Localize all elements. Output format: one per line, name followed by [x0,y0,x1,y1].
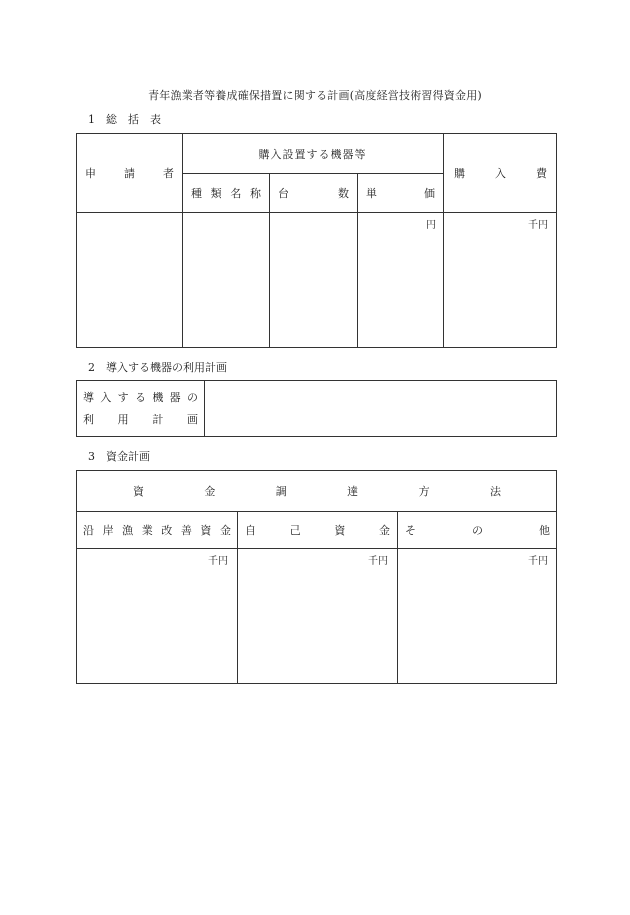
kind-name-header: 種 類 名 称 [191,187,261,200]
other-unit: 千円 [528,556,548,567]
funding-plan-table [76,470,557,684]
own-fund-header: 自 己 資 金 [245,524,390,537]
page-title: 青年漁業者等養成確保措置に関する計画(高度経営技術習得資金用) [148,89,482,102]
unit-price-header: 単 価 [366,187,435,200]
count-header: 台 数 [278,187,349,200]
coastal-fund-header: 沿 岸 漁 業 改 善 資 金 [83,524,231,537]
summary-table [76,133,557,348]
usage-label-line2: 利 用 計 画 [83,413,198,426]
applicant-header: 申 請 者 [85,167,174,180]
usage-plan-table [76,380,557,437]
section2-heading: 2 導入する機器の利用計画 [88,361,227,374]
own-unit: 千円 [368,556,388,567]
unit-yen: 円 [426,220,436,231]
unit-thousand-yen: 千円 [528,220,548,231]
other-fund-header: そ の 他 [405,524,550,537]
coastal-unit: 千円 [208,556,228,567]
section3-heading: 3 資金計画 [88,450,150,463]
section1-heading: 1 総 括 表 [88,113,161,126]
funding-method-header: 資 金 調 達 方 法 [133,485,501,498]
equipment-header: 購入設置する機器等 [258,147,367,161]
purchase-cost-header: 購 入 費 [454,167,547,180]
usage-label-line1: 導 入 す る 機 器 の [83,391,198,404]
